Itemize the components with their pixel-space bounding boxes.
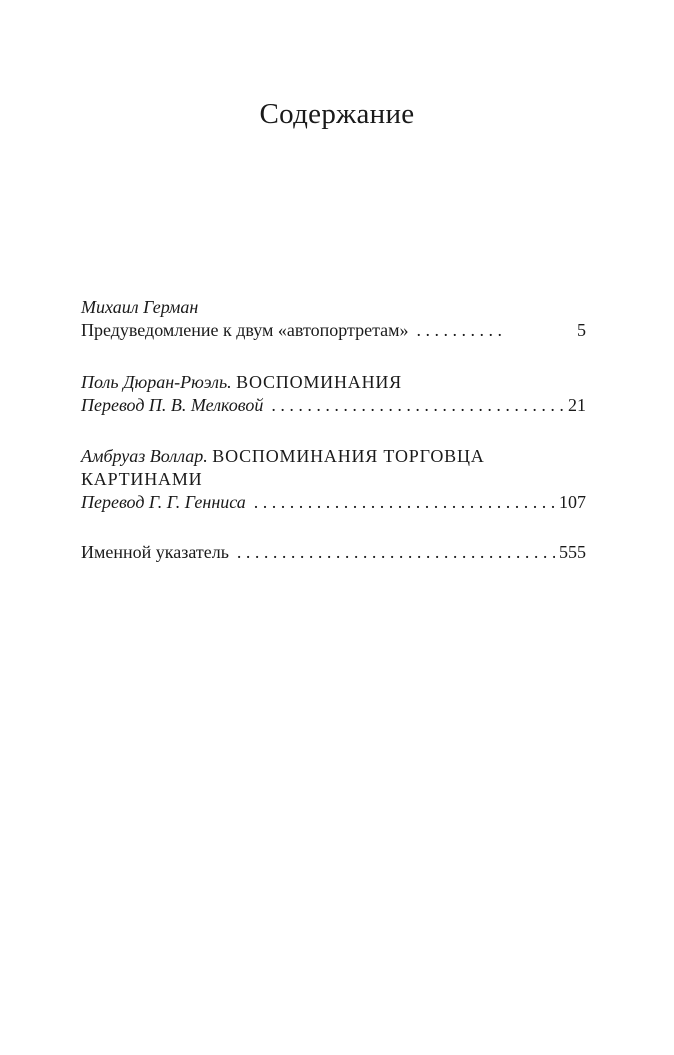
toc-line — [81, 541, 586, 564]
toc-heading — [81, 445, 586, 468]
toc-line-title: Предуведомление к двум «автопортретам» — [81, 320, 409, 340]
toc-leader-dots — [237, 541, 555, 564]
toc-leader-dots — [271, 394, 564, 417]
toc-heading — [81, 371, 586, 394]
toc-leader-dots — [417, 319, 503, 342]
toc-work-title-cont: КАРТИНАМИ — [81, 469, 203, 489]
toc-work-title: ВОСПОМИНАНИЯ — [236, 372, 402, 392]
toc-author: Михаил Герман — [81, 297, 199, 317]
table-of-contents — [81, 296, 586, 564]
toc-work-title: ВОСПОМИНАНИЯ ТОРГОВЦА — [212, 446, 485, 466]
toc-page-number: 5 — [577, 320, 586, 340]
toc-line — [81, 394, 586, 417]
toc-entry-german — [81, 296, 586, 342]
toc-page-number: 107 — [559, 492, 586, 512]
toc-page-number: 555 — [559, 542, 586, 562]
toc-leader-dots — [254, 491, 555, 514]
toc-entry-vollard — [81, 445, 586, 514]
toc-line — [81, 491, 586, 514]
toc-translator: Перевод П. В. Мелковой — [81, 395, 264, 415]
toc-author: Амбруаз Воллар. — [81, 446, 208, 466]
toc-author: Поль Дюран-Рюэль. — [81, 372, 232, 392]
toc-page-number: 21 — [568, 395, 586, 415]
toc-translator: Перевод Г. Г. Генниса — [81, 492, 246, 512]
toc-line-title: Именной указатель — [81, 542, 229, 562]
toc-entry-durand-ruel — [81, 371, 586, 417]
toc-entry-index — [81, 541, 586, 564]
page-title: Содержание — [259, 98, 415, 130]
toc-line — [81, 319, 586, 342]
